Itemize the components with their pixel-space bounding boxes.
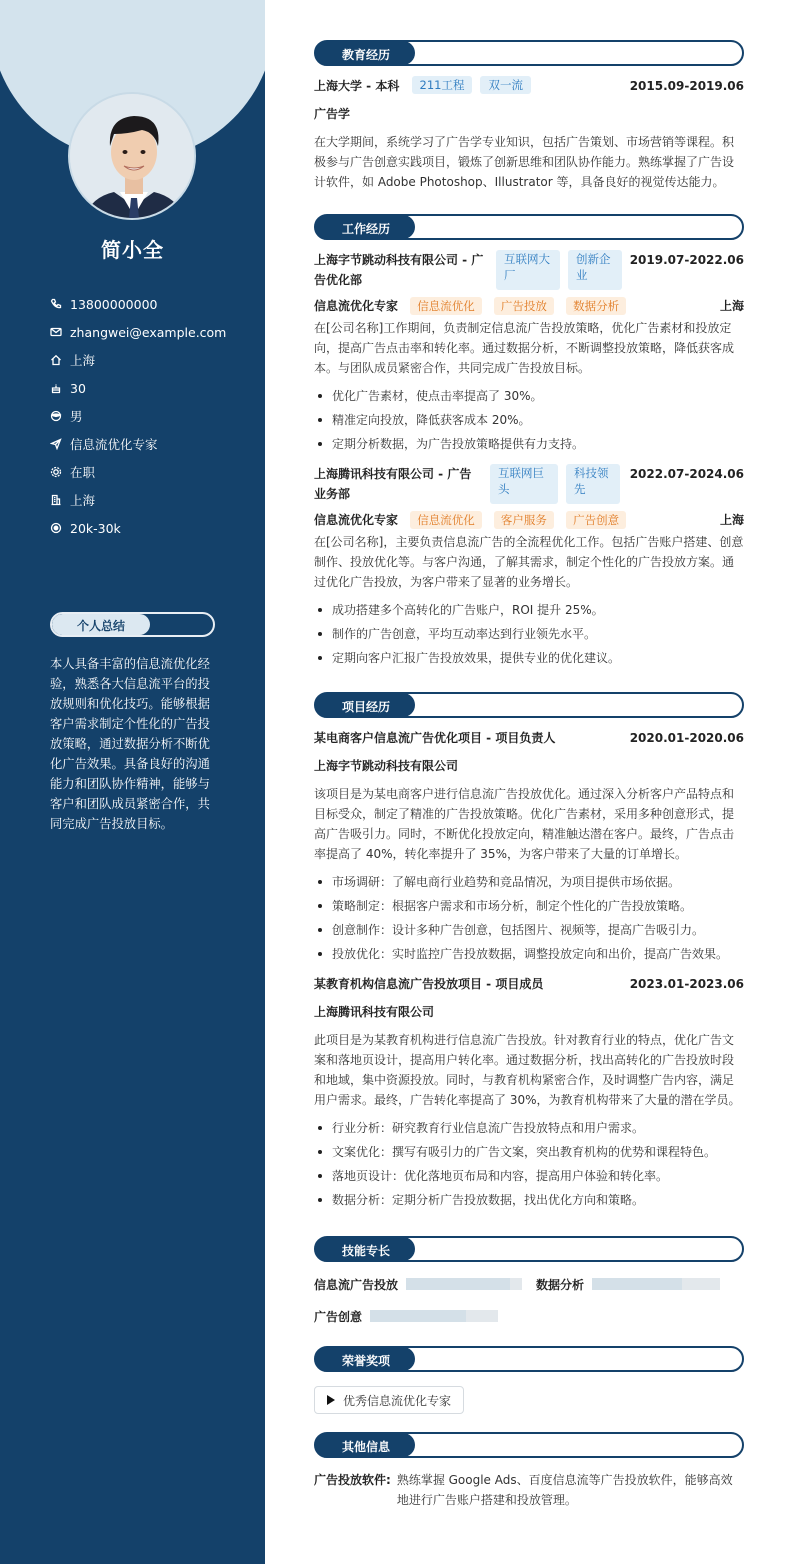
- school-tag: 211工程: [412, 76, 473, 94]
- work-date: 2022.07-2024.06: [629, 467, 744, 481]
- position-value: 信息流优化专家: [70, 437, 158, 452]
- work-date: 2019.07-2022.06: [629, 253, 744, 267]
- skill-name: 信息流广告投放: [314, 1277, 399, 1292]
- work-entry: [314, 250, 744, 456]
- work-role: 信息流优化专家: [314, 299, 399, 313]
- summary-text: 本人具备丰富的信息流优化经验，熟悉各大信息流平台的投放规则和优化技巧。能够根据客户需求制定个性化的广告投放策略，通过数据分析不断优化广告效果。具备良好的沟通能力和团队协作精神，能够与客户和团队成员紧密合作，共同完成广告投放目标。: [50, 657, 210, 831]
- info-phone: [50, 290, 226, 318]
- education-desc: 在大学期间，系统学习了广告学专业知识，包括广告策划、市场营销等课程。积极参与广告创意实践项目，锻炼了创新思维和团队协作能力。熟练掌握了广告设计软件，如 Adobe Photoshop、Illustrator 等，具备良好的视觉传达能力。: [314, 135, 735, 189]
- building-icon: [50, 494, 62, 506]
- list-item: 成功搭建多个高转化的广告账户，ROI 提升 25%。: [314, 598, 744, 622]
- skill-tag: 客户服务: [494, 511, 554, 529]
- section-work-heading: 工作经历: [314, 214, 744, 240]
- section-projects-heading: 项目经历: [314, 692, 744, 718]
- info-age: [50, 374, 226, 402]
- skill-level-bar: [406, 1278, 522, 1290]
- list-item: 策略制定：根据客户需求和市场分析，制定个性化的广告投放策略。: [314, 894, 744, 918]
- skill-level-bar: [592, 1278, 720, 1290]
- project-title: 某教育机构信息流广告投放项目 - 项目成员: [314, 977, 544, 991]
- work-company: 上海字节跳动科技有限公司 - 广告优化部: [314, 253, 484, 287]
- avatar: [68, 92, 196, 220]
- work-entry: [314, 464, 744, 670]
- school-name: 上海大学 - 本科: [314, 79, 400, 93]
- skill-tag: 广告创意: [566, 511, 626, 529]
- award-item: [314, 1386, 464, 1414]
- education-entry: [314, 76, 744, 192]
- project-desc: 此项目是为某教育机构进行信息流广告投放。针对教育行业的特点，优化广告文案和落地页设计，提高用户转化率。通过数据分析，找出高转化的广告投放时段和地域，集中资源投放。同时，与教育机构紧密合作，及时调整广告内容，满足用户需求。最终，广告转化率提高了 30%，为教育机构带来了大量的潜在学员。: [314, 1033, 741, 1107]
- list-item: 市场调研：了解电商行业趋势和竞品情况，为项目提供市场依据。: [314, 870, 744, 894]
- work-location: 上海: [719, 299, 744, 313]
- work-achievements: [314, 384, 744, 456]
- list-item: 精准定向投放，降低获客成本 20%。: [314, 408, 744, 432]
- status-icon: [50, 466, 62, 478]
- info-salary: [50, 514, 226, 542]
- list-item: 定期分析数据，为广告投放策略提供有力支持。: [314, 432, 744, 456]
- company-tag: 互联网大厂: [496, 250, 560, 290]
- school-tag: 双一流: [480, 76, 531, 94]
- info-target-city: [50, 486, 226, 514]
- work-desc: 在[公司名称]，主要负责信息流广告的全流程优化工作。包括广告账户搭建、创意制作、投放优化等。与客户沟通，了解其需求，制定个性化的广告投放方案。通过优化广告投放，为客户带来了显著的业务增长。: [314, 535, 744, 589]
- project-company: 上海腾讯科技有限公司: [314, 1005, 435, 1019]
- other-info-row: [314, 1470, 744, 1510]
- info-gender: [50, 402, 226, 430]
- status-value: 在职: [70, 465, 96, 480]
- education-major: 广告学: [314, 107, 351, 121]
- skill-tag: 广告投放: [494, 297, 554, 315]
- contact-info-list: [50, 290, 226, 542]
- company-tag: 创新企业: [568, 250, 622, 290]
- skill-tag: 信息流优化: [410, 297, 482, 315]
- skill-tag: 信息流优化: [410, 511, 482, 529]
- avatar-photo: [70, 94, 196, 220]
- sidebar: [0, 0, 265, 1564]
- section-other-heading: 其他信息: [314, 1432, 744, 1458]
- skill-item: [314, 1306, 744, 1326]
- skills-list: [314, 1274, 744, 1326]
- list-item: 投放优化：实时监控广告投放数据，调整投放定向和出价，提高广告效果。: [314, 942, 744, 966]
- gender-value: 男: [70, 409, 83, 424]
- age-value: 30: [70, 380, 86, 396]
- money-icon: [50, 522, 62, 534]
- gender-icon: [50, 410, 62, 422]
- city-value: 上海: [70, 353, 96, 368]
- other-info-text: 熟练掌握 Google Ads、百度信息流等广告投放软件，能够高效地进行广告账户搭建和投放管理。: [396, 1473, 733, 1507]
- cake-icon: [50, 382, 62, 394]
- list-item: 行业分析：研究教育行业信息流广告投放特点和用户需求。: [314, 1116, 744, 1140]
- award-name: 优秀信息流优化专家: [343, 1393, 452, 1408]
- skill-name: 数据分析: [536, 1277, 585, 1292]
- project-entry: [314, 974, 744, 1212]
- work-role: 信息流优化专家: [314, 513, 399, 527]
- skill-level-bar: [370, 1310, 498, 1322]
- work-location: 上海: [719, 513, 744, 527]
- candidate-name: 简小全: [101, 238, 164, 262]
- education-title: [314, 76, 531, 96]
- skill-item: [536, 1274, 720, 1294]
- info-email: [50, 318, 226, 346]
- project-date: 2023.01-2023.06: [629, 977, 744, 991]
- work-achievements: [314, 598, 744, 670]
- company-tag: 科技领先: [566, 464, 620, 504]
- project-company: 上海字节跳动科技有限公司: [314, 759, 459, 773]
- list-item: 优化广告素材，使点击率提高了 30%。: [314, 384, 744, 408]
- main-content: [314, 40, 744, 1510]
- education-date: 2015.09-2019.06: [629, 79, 744, 93]
- other-info-label: 广告投放软件:: [314, 1473, 391, 1487]
- work-company: 上海腾讯科技有限公司 - 广告业务部: [314, 467, 472, 501]
- info-city: [50, 346, 226, 374]
- project-tasks: [314, 1116, 744, 1212]
- skill-item: [314, 1274, 522, 1294]
- info-position: [50, 430, 226, 458]
- summary-heading: 个人总结: [50, 612, 215, 637]
- project-title: 某电商客户信息流广告优化项目 - 项目负责人: [314, 731, 556, 745]
- project-date: 2020.01-2020.06: [629, 731, 744, 745]
- list-item: 制作的广告创意，平均互动率达到行业领先水平。: [314, 622, 744, 646]
- info-status: [50, 458, 226, 486]
- project-desc: 该项目是为某电商客户进行信息流广告投放优化。通过深入分析客户产品特点和目标受众，制定了精准的广告投放策略。优化广告素材，采用多种创意形式，提高广告吸引力。同时，不断优化投放定向，精准触达潜在客户。最终，广告点击率提高了 40%，转化率提升了 35%，为客户带来了大量的订单增长。: [314, 787, 735, 861]
- list-item: 定期向客户汇报广告投放效果，提供专业的优化建议。: [314, 646, 744, 670]
- list-item: 文案优化：撰写有吸引力的广告文案，突出教育机构的优势和课程特色。: [314, 1140, 744, 1164]
- phone-icon: [50, 298, 62, 310]
- salary-value: 20k-30k: [70, 520, 121, 536]
- skill-tag: 数据分析: [566, 297, 626, 315]
- section-skills-heading: 技能专长: [314, 1236, 744, 1262]
- target-city-value: 上海: [70, 493, 96, 508]
- home-icon: [50, 354, 62, 366]
- phone-value: 13800000000: [70, 296, 158, 312]
- mail-icon: [50, 326, 62, 338]
- send-icon: [50, 438, 62, 450]
- section-education-heading: 教育经历: [314, 40, 744, 66]
- project-entry: [314, 728, 744, 966]
- work-desc: 在[公司名称]工作期间，负责制定信息流广告投放策略，优化广告素材和投放定向，提高广告点击率和转化率。通过数据分析，不断调整投放策略，降低获客成本。与团队成员紧密合作，共同完成广告投放目标。: [314, 321, 735, 375]
- play-icon: [327, 1395, 335, 1405]
- project-tasks: [314, 870, 744, 966]
- list-item: 数据分析：定期分析广告投放数据，找出优化方向和策略。: [314, 1188, 744, 1212]
- list-item: 落地页设计：优化落地页布局和内容，提高用户体验和转化率。: [314, 1164, 744, 1188]
- list-item: 创意制作：设计多种广告创意，包括图片、视频等，提高广告吸引力。: [314, 918, 744, 942]
- email-value: zhangwei@example.com: [70, 324, 227, 340]
- skill-name: 广告创意: [314, 1309, 363, 1324]
- section-honors-heading: 荣誉奖项: [314, 1346, 744, 1372]
- company-tag: 互联网巨头: [490, 464, 558, 504]
